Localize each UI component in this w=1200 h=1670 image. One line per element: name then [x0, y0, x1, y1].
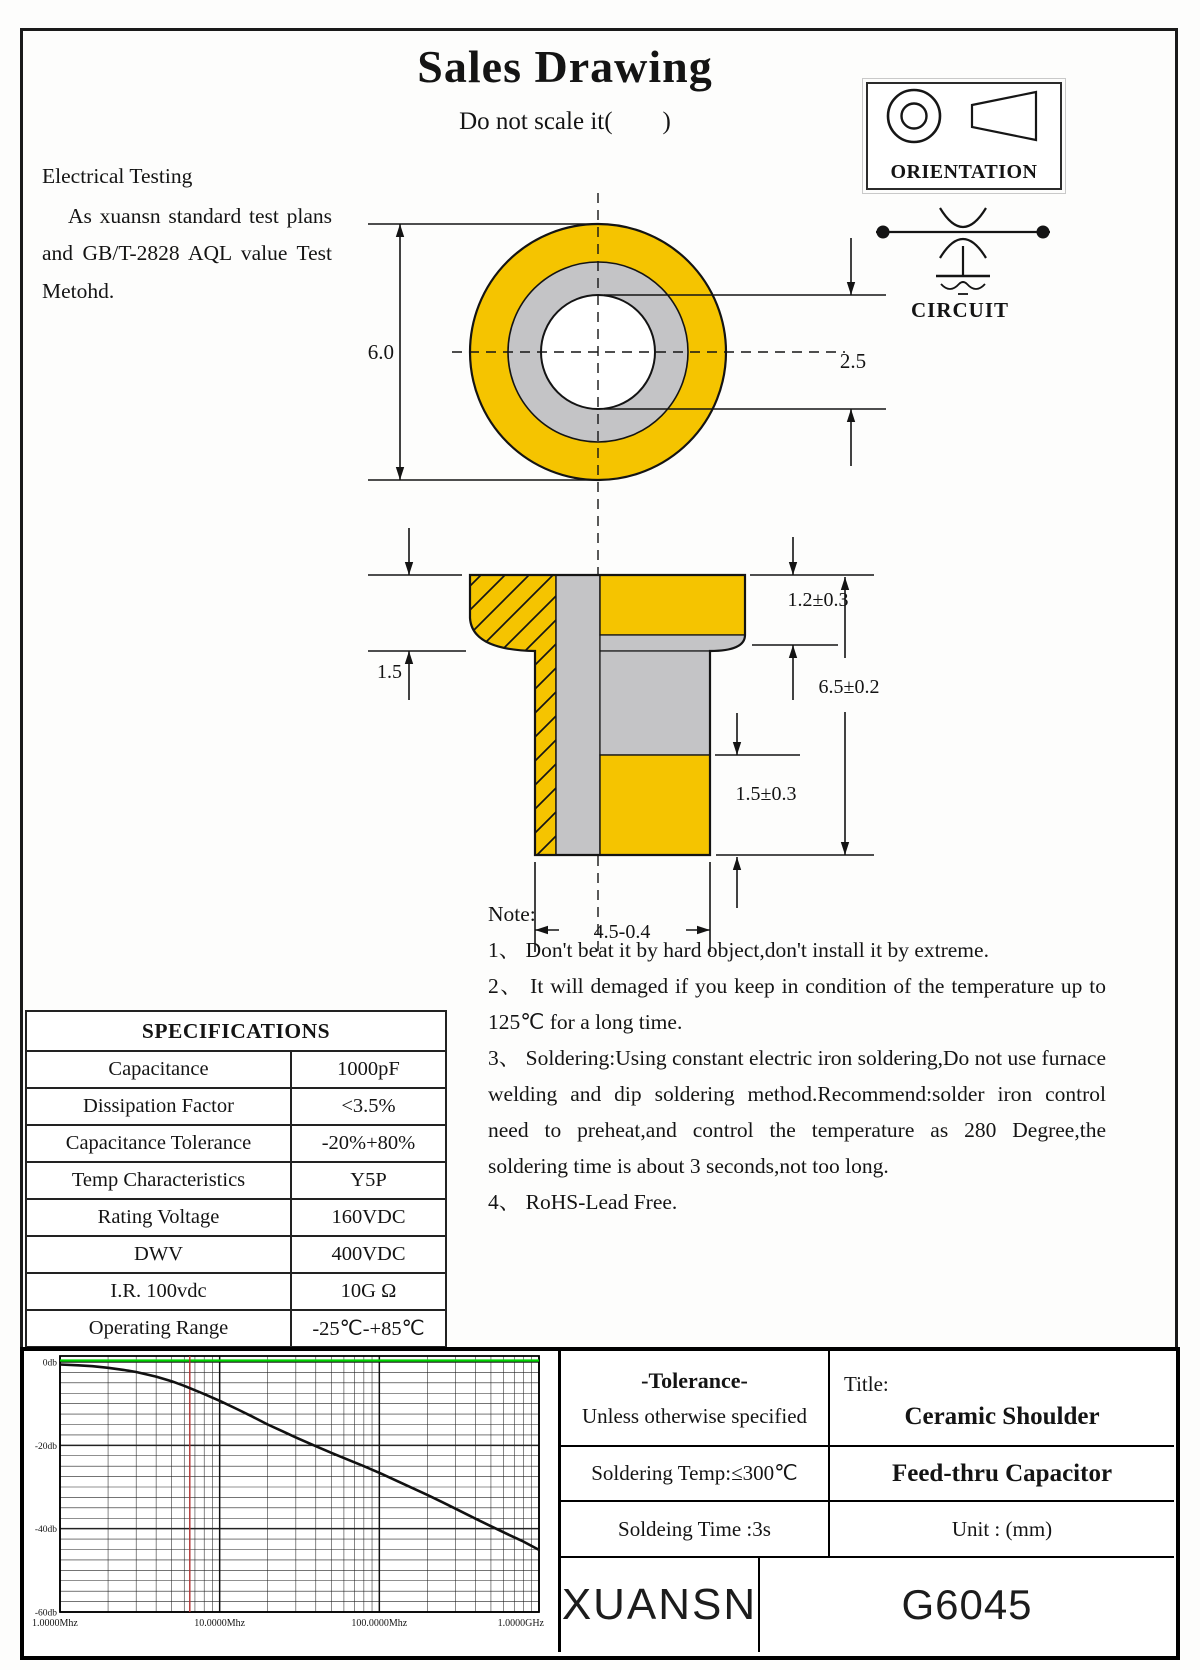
- spec-label: Operating Range: [26, 1310, 291, 1347]
- spec-label: DWV: [26, 1236, 291, 1273]
- page-subtitle: Do not scale it( ): [459, 108, 671, 135]
- svg-text:10.0000Mhz: 10.0000Mhz: [194, 1618, 246, 1629]
- dim-top-band-label: 1.2±0.3: [787, 589, 849, 611]
- svg-text:0db: 0db: [42, 1358, 57, 1369]
- electrical-testing-block: [42, 158, 332, 311]
- hatched-ceramic-body: [470, 575, 556, 855]
- orientation-icons: [868, 84, 1054, 150]
- electrical-testing-body: As xuansn standard test plans and GB/T-2828 AQL value Test Metohd.: [42, 203, 332, 303]
- note-item: 4、 RoHS-Lead Free.: [488, 1190, 678, 1214]
- unit-cell: Unit : (mm): [951, 1516, 1053, 1541]
- table-row: [26, 1199, 446, 1236]
- spec-label: Dissipation Factor: [26, 1088, 291, 1125]
- circuit-label: CIRCUIT: [910, 298, 1009, 322]
- spec-value: -20%+80%: [291, 1125, 446, 1162]
- table-row: [26, 1236, 446, 1273]
- table-row: [26, 1051, 446, 1088]
- spec-value: <3.5%: [291, 1088, 446, 1125]
- notes-heading: Note:: [488, 902, 536, 926]
- spec-label: Capacitance: [26, 1051, 291, 1088]
- svg-text:-60db: -60db: [34, 1608, 57, 1619]
- spec-value: -25℃-+85℃: [291, 1310, 446, 1347]
- spec-label: I.R. 100vdc: [26, 1273, 291, 1310]
- table-row: [26, 1273, 446, 1310]
- spec-value: 1000pF: [291, 1051, 446, 1088]
- table-row: [26, 1125, 446, 1162]
- soldering-time: Soldeing Time :3s: [561, 1502, 830, 1556]
- product-name-line2: Feed-thru Capacitor: [891, 1459, 1113, 1487]
- frequency-response-chart: [30, 1352, 545, 1652]
- dim-bottom-band: [715, 713, 800, 908]
- spec-value: Y5P: [291, 1162, 446, 1199]
- title-block: [558, 1351, 1174, 1652]
- part-number: G6045: [901, 1581, 1033, 1628]
- dim-total-height-label: 6.5±0.2: [818, 676, 880, 698]
- electrical-testing-heading: Electrical Testing: [42, 164, 193, 188]
- product-name-line1: Ceramic Shoulder: [904, 1402, 1100, 1430]
- svg-text:1.0000Mhz: 1.0000Mhz: [32, 1618, 78, 1629]
- section-view: [470, 575, 745, 855]
- title-label: Title:: [844, 1371, 889, 1396]
- brand-name: XUANSN: [561, 1558, 760, 1652]
- bottom-metallization-band: [600, 755, 710, 855]
- top-metallization-band: [600, 575, 745, 635]
- soldering-time-row: [561, 1500, 1174, 1556]
- spec-value: 160VDC: [291, 1199, 446, 1236]
- title-cell: [830, 1351, 1174, 1445]
- dim-body-width-label: 4.5-0.4: [593, 921, 651, 943]
- table-header-row: [26, 1011, 446, 1051]
- spec-label: Temp Characteristics: [26, 1162, 291, 1199]
- svg-text:100.0000Mhz: 100.0000Mhz: [351, 1618, 408, 1629]
- tolerance-cell: [561, 1351, 830, 1445]
- specifications-title: SPECIFICATIONS: [26, 1011, 446, 1051]
- spec-label: Capacitance Tolerance: [26, 1125, 291, 1162]
- specifications-table: [25, 1010, 447, 1348]
- brand-row: [561, 1556, 1174, 1652]
- note-item: 2、 It will demaged if you keep in condition of the temperature up to 125℃ for a long time.: [488, 974, 1106, 1034]
- spec-value: 400VDC: [291, 1236, 446, 1273]
- spec-value: 10G Ω: [291, 1273, 446, 1310]
- feed-thru-side-icon: [972, 92, 1036, 140]
- svg-text:1.0000GHz: 1.0000GHz: [497, 1618, 544, 1629]
- soldering-temp-row: [561, 1445, 1174, 1500]
- tolerance-row: [561, 1351, 1174, 1445]
- dim-flange-thickness-label: 1.5: [377, 661, 402, 683]
- center-electrode: [556, 575, 600, 855]
- svg-text:-20db: -20db: [34, 1441, 57, 1452]
- table-row: [26, 1310, 446, 1347]
- note-item: 3、 Soldering:Using constant electric iron soldering,Do not use furnace welding and dip soldering method.Recommend:solder iron control need to preheat,and control the temperature as 280 Degree,the soldering time is about 3 seconds,not too long.: [488, 1046, 1106, 1178]
- soldering-temp: Soldering Temp:≤300℃: [561, 1447, 830, 1500]
- feed-thru-top-icon: [888, 90, 940, 142]
- spec-label: Rating Voltage: [26, 1199, 291, 1236]
- dim-hole-diameter-label: 2.5: [839, 349, 867, 373]
- orientation-box: [866, 82, 1062, 190]
- table-row: [26, 1162, 446, 1199]
- table-row: [26, 1088, 446, 1125]
- svg-text:-40db: -40db: [34, 1525, 57, 1536]
- dim-bottom-band-label: 1.5±0.3: [735, 783, 797, 805]
- orientation-label: ORIENTATION: [890, 161, 1038, 183]
- note-item: 1、 Don't beat it by hard object,don't install it by extreme.: [488, 938, 989, 962]
- tolerance-subtext: Unless otherwise specified: [581, 1403, 808, 1428]
- dim-outer-diameter-label: 6.0: [367, 340, 394, 364]
- technical-drawing: [340, 185, 915, 965]
- notes-block: [488, 896, 1106, 1220]
- tolerance-heading: -Tolerance-: [641, 1367, 748, 1393]
- page-title: Sales Drawing: [417, 41, 713, 92]
